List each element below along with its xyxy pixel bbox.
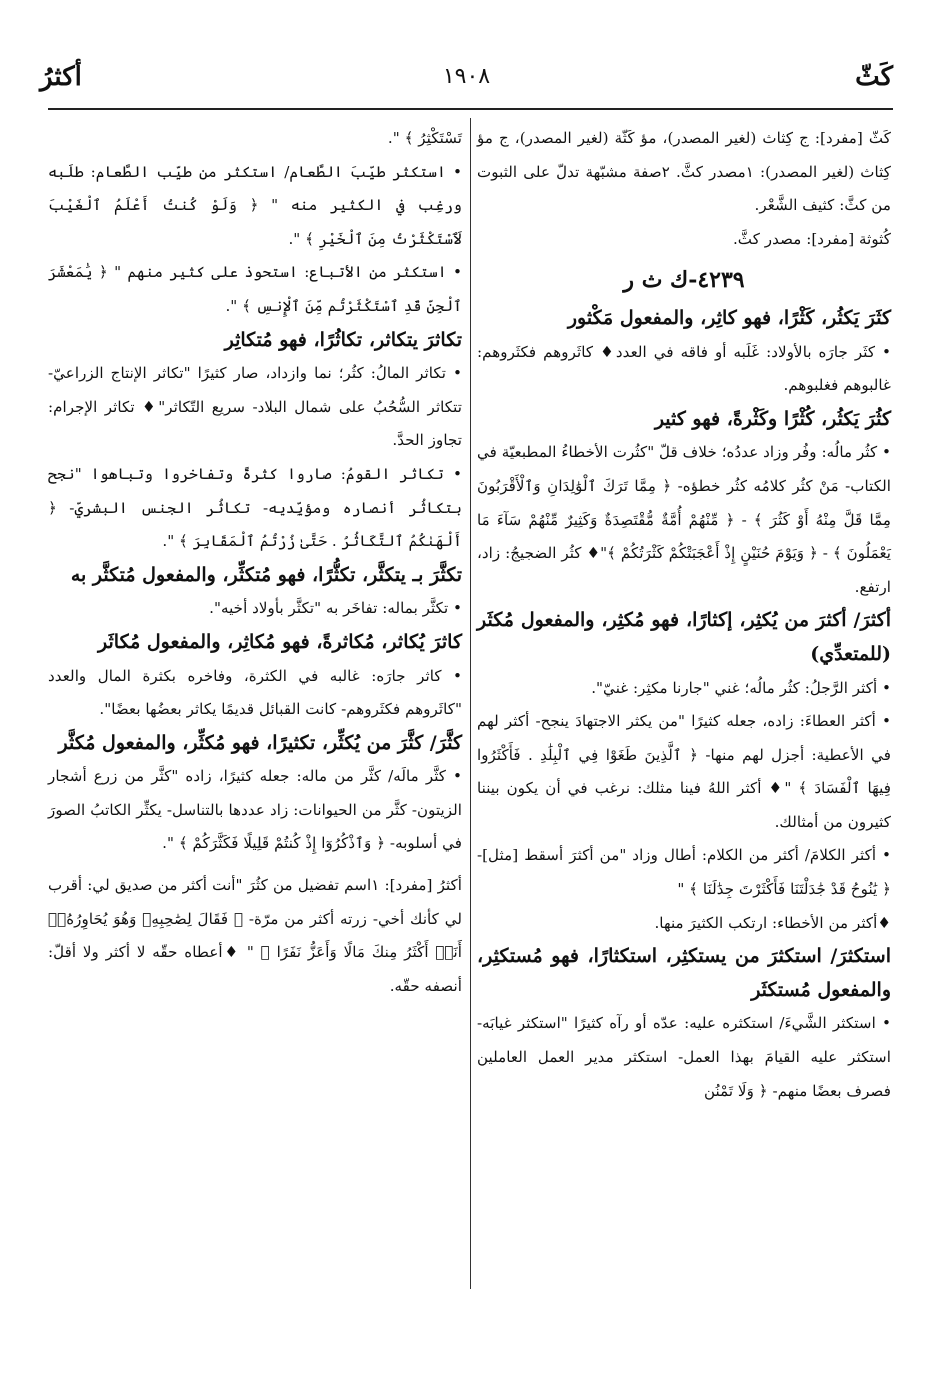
entry-paragraph: • تكاثر المالُ: كثُر؛ نما وازداد، صار كثيرًا "تكاثر الإنتاج الزراعيّ- تتكاثر السُّحُبُ على شمال البلاد- سريع التّكاثر"♦ تكاثر الإجرام: تجاوز الحدَّ. [48, 364, 462, 450]
entry-paragraph: • استكثر من الأتباع: استحوذ على كثير منهم " ﴿ يَٰمَعْشَرَ ٱلْجِنِّ قَدِ ٱسْتَكْثَرْتُم مِّنَ ٱلْإِنسِ ﴾ ". [48, 263, 462, 315]
entry-paragraph: • أكثر الكلامَ/ أكثر من الكلام: أطال وزاد "من أكثرَ أسقط [مثل]- ﴿ يَٰنُوحُ قَدْ جَٰدَلْتَنَا فَأَكْثَرْتَ جِدَٰلَنَا ﴾ " [477, 846, 891, 899]
entry-paragraph: • استكثر طيِّبَ الطَّعام/ استكثر من طيِّب الطَّعام: طلَبه ورغِب في الكثير منه " ﴿ وَلَوْ كُنتُ أَعْلَمُ ٱلْغَيْبَ لَٱسْتَكْثَرْتُ مِنَ ٱلْخَيْرِ ﴾ ". [48, 162, 462, 248]
header-rule [48, 108, 893, 110]
entry-paragraph: • تكاثر القومُ: صاروا كثرةً وتفاخروا وتباهوا "نجح بتكاثُر أنصاره ومؤيِّديه- تكاثُر الجنس البشريّ- ﴿ أَلْهَىٰكُمُ ٱلتَّكَاثُرُ . حَتَّىٰ زُرْتُمُ ٱلْمَقَابِرَ ﴾ ". [48, 464, 462, 551]
left-column [48, 122, 462, 1003]
header-guide-word-left: أكثرُ [40, 62, 82, 92]
page-number: ١٩٠٨ [442, 64, 491, 89]
entry-headword: كثَّرَ/ كثَّرَ من يُكثِّر، تكثيرًا، فهو مُكثِّر، والمفعول مُكثَّر [58, 731, 462, 754]
entry-paragraph: • أكثر الرَّجلُ: كثُر مالُه؛ غني "جارنا مكثِر: غنيّ". [591, 678, 891, 697]
page-header [40, 62, 893, 102]
entry-paragraph: • كثَر جارَه بالأولاد: غَلَبه أو فاقه في العدد♦ كاثَروهم فكثَروهم: غالبوهم فغلبوهم. [477, 342, 891, 395]
header-guide-word-right: كَثّ [855, 62, 893, 92]
entry-paragraph: تَسْتَكْثِرُ ﴾ ". [387, 129, 462, 147]
entry-headword: كثَرَ يَكثُر، كَثْرًا، فهو كاثِر، والمفعول مَكْثور [567, 306, 891, 329]
entry-headword: أكثرَ/ أكثرَ من يُكثِر، إكثارًا، فهو مُكثِر، والمفعول مُكثَر (للمتعدِّي) [477, 609, 891, 665]
entry-paragraph: • أكثر العطاءَ: زاده، جعله كثيرًا "من يكثر الاجتهادَ ينجح- أكثر لهم في الأعطية: أجزل لهم منها- ﴿ ٱلَّذِينَ طَغَوْا فِي ٱلْبِلَٰدِ . فَأَكْثَرُوا فِيهَا ٱلْفَسَادَ ﴾ "♦ أكثر اللهُ فينا مثلك: نرغب في أن يكون بيننا كثيرون من أمثالك. [477, 712, 891, 831]
entry-paragraph: كُثوثة [مفرد]: مصدر كثَّ. [732, 229, 891, 248]
entry-paragraph: • كثُر مالُه: وفُر وزاد عددُه؛ خلاف قلّ "كثُرت الأخطاءُ المطبعيّة في الكتاب- مَنْ كثُر كلامُه كثُر خطؤه- ﴿ مِمَّا تَرَكَ ٱلْوَٰلِدَانِ وَٱلْأَقْرَبُونَ مِمَّا قَلَّ مِنْهُ أَوْ كَثُرَ ﴾ - ﴿ مِّنْهُمْ أُمَّةٌ مُّقْتَصِدَةٌ وَكَثِيرٌ مِّنْهُمْ سَآءَ مَا يَعْمَلُونَ ﴾ - ﴿ وَيَوْمَ حُنَيْنٍ إِذْ أَعْجَبَتْكُمْ كَثْرَتُكُمْ ﴾"♦ كثُر الضجيجُ: زاد، ارتفع. [477, 443, 891, 596]
entry-headword: كثُرَ يَكثُر، كُثْرًا وكَثْرةً، فهو كثير [654, 407, 891, 430]
entry-paragraph: كَثّ [مفرد]: ج كِثاث (لغير المصدر)، مؤ كَثّة (لغير المصدر)، ج مؤ كِثاث (لغير المصدر): ١مصدر كثَّ. ٢صفة مشبّهة تدلّ على الثبوت من كثَّ: كثيف الشَّعْر. [477, 129, 891, 215]
entry-paragraph: • تكثَّر بماله: تفاخَر به "تكثَّر بأولاد أخيه". [209, 599, 462, 618]
entry-paragraph: • استكثر الشَّيءَ/ استكثره عليه: عدّه أو رآه كثيرًا "استكثر غيابَه- استكثر عليه القيامَ بهذا العمل- استكثر مدير العمل العاملين فصرف بعضًا منهم- ﴿ وَلَا تَمْنُن [477, 1014, 891, 1100]
entry-paragraph: ♦أكثر من الأخطاء: ارتكب الكثيرَ منها. [654, 913, 891, 932]
entry-paragraph: أكثرُ [مفرد]: ١اسم تفضيل من كثُرَ "أنت أكثر من صديق لي: أقرب لي كأنك أخي- زرته أكثر من مرّة- ﴿ فَقَالَ لِصَٰحِبِهِۦ وَهُوَ يُحَاوِرُهُۥٓ أَنَا۠ أَكْثَرُ مِنكَ مَالًا وَأَعَزُّ نَفَرًا ﴾ " ♦أعطاه حقّه لا أكثر ولا أقلّ: أنصفه حقّه. [48, 876, 462, 995]
entry-headword: كاثرَ يُكاثر، مُكاثرةً، فهو مُكاثِر، والمفعول مُكاثَر [98, 630, 462, 653]
entry-headword: تكثَّرَ بـ يتكثَّر، تكثُّرًا، فهو مُتكثِّر، والمفعول مُتكثَّر به [70, 563, 462, 586]
entry-headword: استكثرَ/ استكثرَ من يستكثِر، استكثارًا، فهو مُستكثِر، والمفعول مُستكثَر [477, 945, 891, 1001]
spacer [48, 861, 462, 869]
right-column [477, 122, 891, 1108]
entry-paragraph: • كاثر جارَه: غالبه في الكثرة، وفاخره بكثرة المال والعدد "كاثَروهم فكثَروهم- كانت القبائل قديمًا يكاثر بعضُها بعضًا". [48, 666, 462, 719]
root-heading: ٤٢٣٩-ك ث ر [623, 267, 745, 294]
column-divider [470, 118, 471, 1289]
entry-paragraph: • كثَّر مالَه/ كثَّر من ماله: جعله كثيرًا، زاده "كثَّر من زرع أشجار الزيتون- كثَّر من الحيوانات: زاد عددها بالتناسل- يكثِّر الكاتبُ الصورَ في أسلوبه- ﴿ وَٱذْكُرُوٓا إِذْ كُنتُمْ قَلِيلًا فَكَثَّرَكُمْ ﴾ ". [48, 767, 462, 853]
entry-headword: تكاثرَ يتكاثر، تكاثُرًا، فهو مُتكاثِر [224, 328, 462, 351]
